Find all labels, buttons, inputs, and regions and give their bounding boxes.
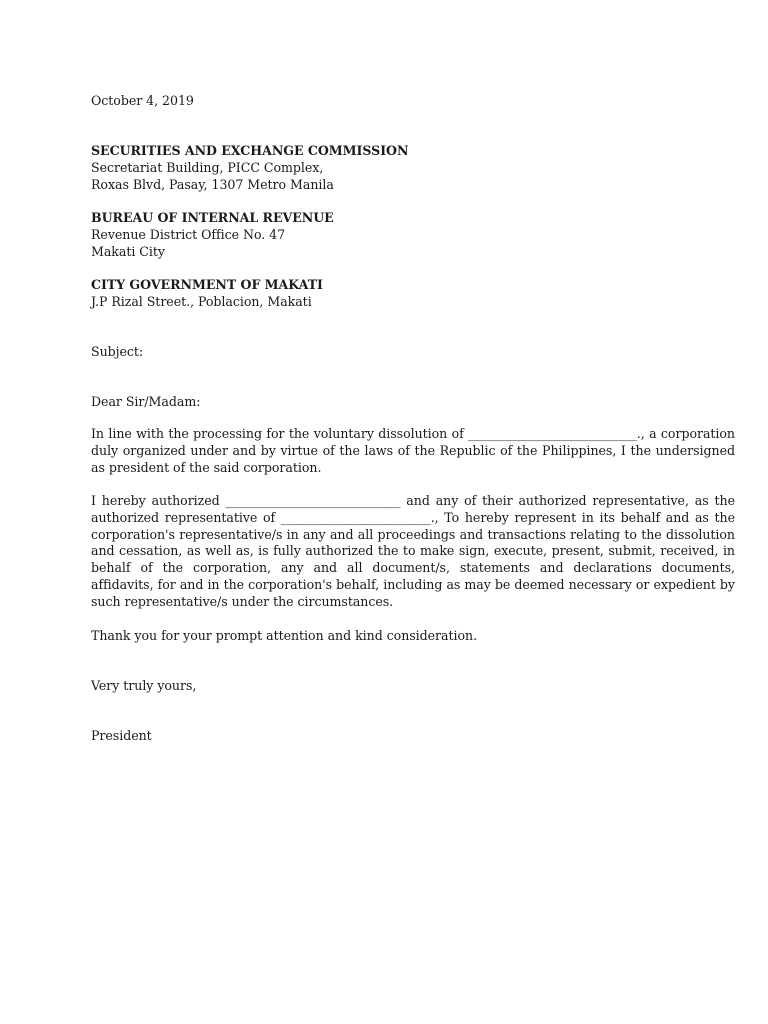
body-paragraph-1: In line with the processing for the voluntary dissolution of ___________________________., a corporation duly organized under and by virtue of the laws of the Republic of the Philippines, I the undersigned as president of the said corporation.	[91, 426, 735, 475]
recipient-name-sec: SECURITIES AND EXCHANGE COMMISSION	[91, 143, 409, 158]
salutation: Dear Sir/Madam:	[91, 394, 201, 409]
recipient-name-bir: BUREAU OF INTERNAL REVENUE	[91, 210, 334, 225]
recipient-address-line1-bir: Revenue District Office No. 47	[91, 227, 286, 242]
recipient-address-line1-sec: Secretariat Building, PICC Complex,	[91, 160, 324, 175]
recipient-address-line2-sec: Roxas Blvd, Pasay, 1307 Metro Manila	[91, 177, 334, 192]
recipient-address-line2-bir: Makati City	[91, 244, 165, 259]
thanks-line: Thank you for your prompt attention and kind consideration.	[91, 628, 478, 643]
signature-title: President	[91, 728, 152, 743]
body-paragraph-2: I hereby authorized ____________________________ and any of their authorized representative, as the authorized representative of ________________________., To hereby represent in its behalf and as the corporation's representative/s in any and all proceedings and transactions relating to the dissolution and cessation, as well as, is fully authorized the to make sign, execute, present, submit, received, in behalf of the corporation, any and all document/s, statements and declarations documents, affidavits, for and in the corporation's behalf, including as may be deemed necessary or expedient by such representative/s under the circumstances.	[91, 493, 735, 609]
closing-line: Very truly yours,	[91, 678, 197, 693]
recipient-name-makati: CITY GOVERNMENT OF MAKATI	[91, 277, 323, 292]
recipient-address-line1-makati: J.P Rizal Street., Poblacion, Makati	[91, 294, 312, 309]
subject-line: Subject:	[91, 344, 144, 359]
letter-date: October 4, 2019	[91, 93, 194, 108]
